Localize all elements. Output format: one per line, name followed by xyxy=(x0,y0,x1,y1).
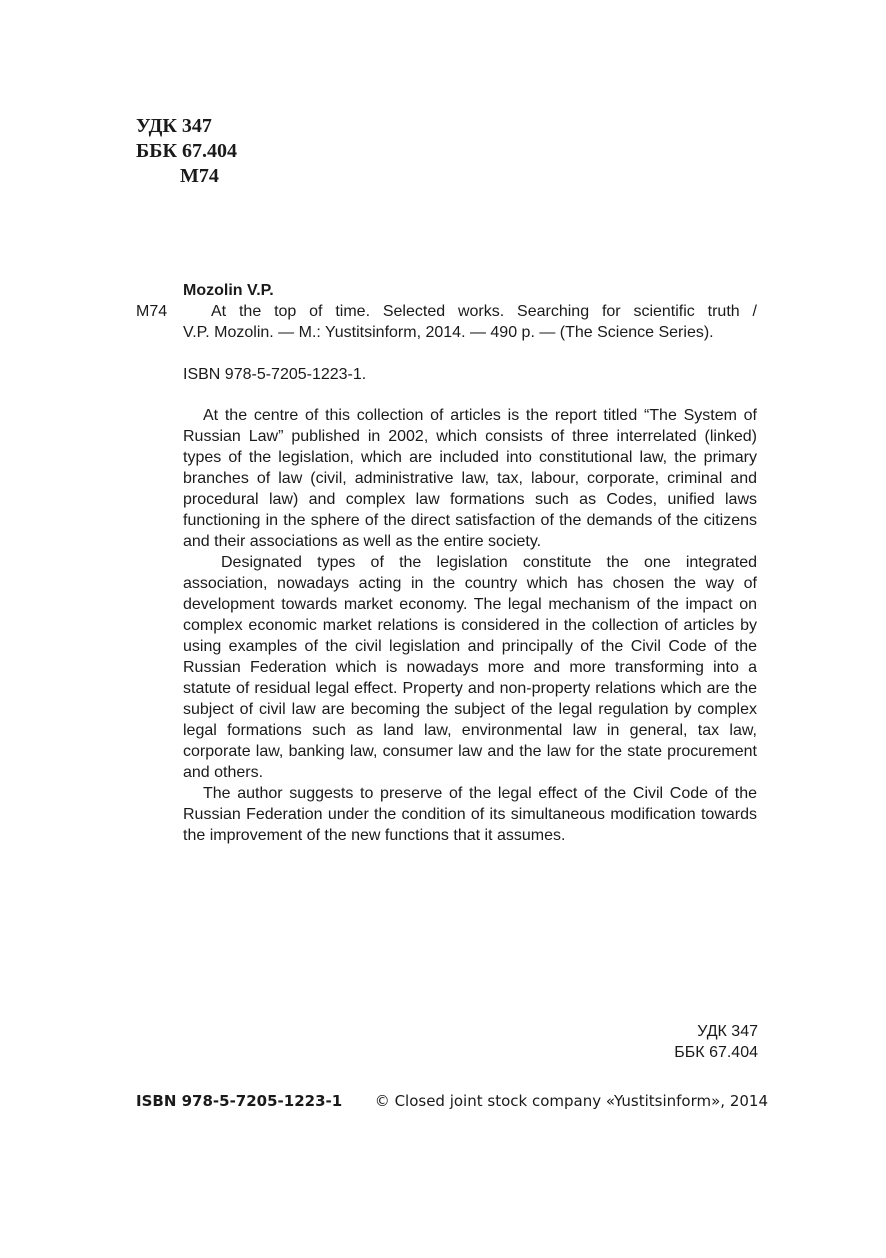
title-word: truth xyxy=(707,303,740,320)
title-word: of xyxy=(309,303,323,320)
abstract-paragraph: Designated types of the legislation constitute the one integrated association, nowadays acting in the country which has chosen the way of development towards market economy. The legal mechanism of the impact on complex economic market relations is considered in the collection of articles by using examples of the civil legislation and principally of the Civil Code of the Russian Federation which is nowadays more and more transforming into a statute of residual legal effect. Property and non-property relations which are the subject of civil law are becoming the subject of the legal regulation by complex legal formations such as land law, environmental law in general, tax law, corporate law, banking law, consumer law and the law for the state procurement and others. xyxy=(183,554,757,781)
classification-codes xyxy=(136,114,237,189)
author-mark: М74 xyxy=(180,165,219,187)
title-line-2: V.P. Mozolin. — M.: Yustitsinform, 2014. — 490 p. — (The Science Series). xyxy=(183,324,714,341)
footer-codes xyxy=(674,1021,758,1063)
bbk-code: ББК 67.404 xyxy=(136,140,237,162)
title-word: At xyxy=(211,303,227,320)
title-word: works. xyxy=(457,303,505,320)
abstract xyxy=(183,405,757,846)
title-word: time. xyxy=(335,303,371,320)
author-name: Mozolin V.P. xyxy=(183,282,274,299)
title-word: / xyxy=(752,303,757,320)
author-mark-inline: M74 xyxy=(136,303,168,320)
title-word: Searching xyxy=(517,303,590,320)
title-word: for xyxy=(601,303,621,320)
isbn-text: ISBN 978-5-7205-1223-1. xyxy=(183,366,367,383)
copyright-notice: © Closed joint stock company «Yustitsinform», 2014 xyxy=(374,1092,768,1110)
title-line-1 xyxy=(183,301,757,322)
title-word: the xyxy=(238,303,262,320)
footer-isbn: ISBN 978-5-7205-1223-1 xyxy=(136,1092,343,1110)
bibliographic-title xyxy=(183,301,757,343)
udk-code: УДК 347 xyxy=(136,115,212,137)
abstract-paragraph: The author suggests to preserve of the legal effect of the Civil Code of the Russian Federation under the condition of its simultaneous modification towards the improvement of the new functions that it assumes. xyxy=(183,785,757,844)
title-word: top xyxy=(274,303,297,320)
title-word: Selected xyxy=(382,303,446,320)
footer-udk-code: УДК 347 xyxy=(697,1023,758,1040)
abstract-paragraph: At the centre of this collection of articles is the report titled “The System of Russian Law” published in 2002, which consists of three interrelated (linked) types of the legislation, which are included into constitutional law, the primary branches of law (civil, administrative law, tax, labour, corporate, criminal and procedural law) and complex law formations such as Codes, unified laws functioning in the sphere of the direct satisfaction of the demands of the citizens and their associations as well as the entire society. xyxy=(183,407,757,550)
title-word: scientific xyxy=(633,303,695,320)
footer-bbk-code: ББК 67.404 xyxy=(674,1044,758,1061)
